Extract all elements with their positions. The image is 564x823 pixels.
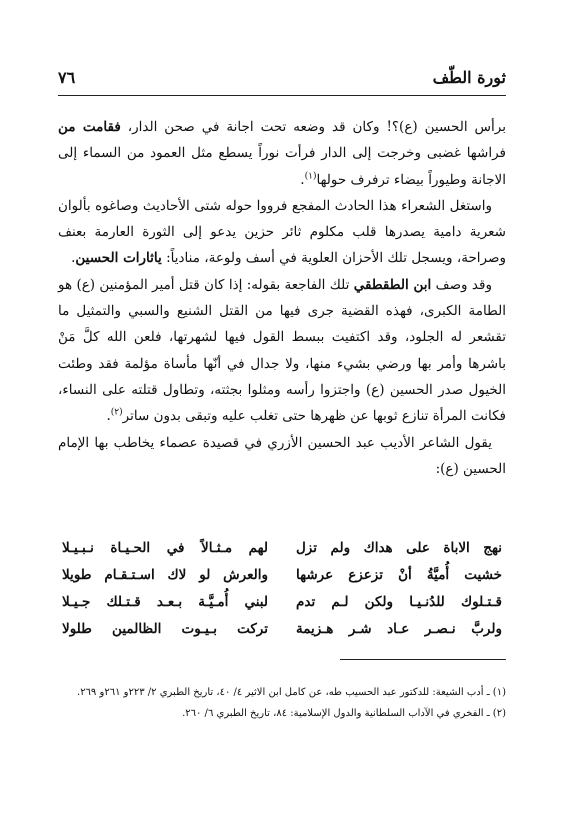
main-text <box>58 114 506 482</box>
poem-verse <box>62 567 502 594</box>
paragraph <box>58 272 506 430</box>
poem <box>62 540 502 648</box>
verse-second-hemistich: تركت بـيـوت الظالمين طلولا <box>62 621 268 637</box>
paragraph <box>58 193 506 272</box>
verse-first-hemistich: ولربَّ نـصـر عـاد شـر هـزيمة <box>296 621 502 637</box>
text-run: واستغل الشعراء هذا الحادث المفجع فرووا حوله شتى الأحاديث وصاغوه بألوان شعرية دامية يصدرها قلب مكلوم ثائر حزين يدعو إلى الثورة العارمة بعنف وصراحة، ويسجل تلك الأحزان العلوية في أسف ولوعة، منادياً: <box>58 197 506 267</box>
bold-text: فقامت من <box>58 119 121 135</box>
text-run: برأس الحسين (ع)؟! وكان قد وضعه تحت اجانة في صحن الدار، <box>120 119 506 135</box>
footnote-ref: (١) <box>304 171 317 182</box>
header-rule <box>58 95 506 96</box>
bold-text: ياثارات الحسين <box>75 250 162 267</box>
footnote: (٢) ـ الفخري في الآداب السلطانية والدول الإسلامية: ٨٤، تاريخ الطبري ٦/ ٢٦٠. <box>182 708 506 719</box>
text-run: . <box>106 408 111 425</box>
verse-second-hemistich: لهم مـثـالاً في الحـيـاة نـبـيـلا <box>62 540 268 556</box>
verse-first-hemistich: قـتـلوك للدُنـيـا ولكن لـم تدم <box>296 594 502 610</box>
text-run: تلك الفاجعة بقوله: إذا كان قتل أمير المؤمنين (ع) هو الطامة الكبرى، فهذه القضية جرى فيها من القتل الشنيع والسبي والتمثيل ما تقشعر له الجلود، وقد اكتفيت ببسط القول فيها لشهرتها، فلعن الله كلَّ مَنْ باشرها وأمر بها ورضي بشيء منها، ولا جدال في أنّها مأساة مؤلمة فقد وطئت الخيول صدر الحسين (ع) واجتزوا رأسه ومثلوا بجثته، وتطاول قتلته على النساء، فكانت المرأة تنازع ثوبها عن ظهرها حتى تغلب عليه وتبقى بدون ساتر <box>58 276 506 425</box>
page-header <box>58 68 506 90</box>
poem-verse <box>62 540 502 567</box>
text-run: فراشها غضبى وخرجت إلى الدار فرأت نوراً يسطع مثل العمود من السماء إلى الاجانة وطيوراً بيضاء ترفرف حولها <box>58 145 506 188</box>
footnotes <box>58 682 506 724</box>
verse-second-hemistich: والعرش لو لاك اسـتـقـام طويلا <box>62 567 268 583</box>
poem-verse <box>62 621 502 648</box>
paragraph <box>58 114 506 193</box>
footnote: (١) ـ أدب الشيعة: للدكتور عبد الحسيب طه، عن كامل ابن الاثير ٤/ ٤٠، تاريخ الطبري ٢/ ٢٢٣و ٢٦١و ٢٦٩. <box>77 687 506 698</box>
footnote-rule <box>340 659 506 660</box>
poem-verse <box>62 594 502 621</box>
text-run: . <box>300 171 305 188</box>
bold-text: ابن الطقطقي <box>353 276 432 293</box>
text-run: وقد وصف <box>431 276 492 293</box>
paragraph: يقول الشاعر الأديب عبد الحسين الأزري في قصيدة عصماء يخاطب بها الإمام الحسين (ع): <box>58 434 506 477</box>
text-run: . <box>71 250 76 267</box>
verse-first-hemistich: نهج الاباة على هداك ولم تزل <box>296 540 502 556</box>
verse-first-hemistich: خشيت أُميَّةُ أنْ تزعزع عرشها <box>296 567 502 583</box>
footnote-ref: (٢) <box>110 407 123 418</box>
chapter-title: ثورة الطّف <box>432 68 506 87</box>
page-number: ٧٦ <box>58 68 76 87</box>
verse-second-hemistich: لبني أُمـيَّـة بـعـد قـتـلك جـيـلا <box>62 594 268 610</box>
